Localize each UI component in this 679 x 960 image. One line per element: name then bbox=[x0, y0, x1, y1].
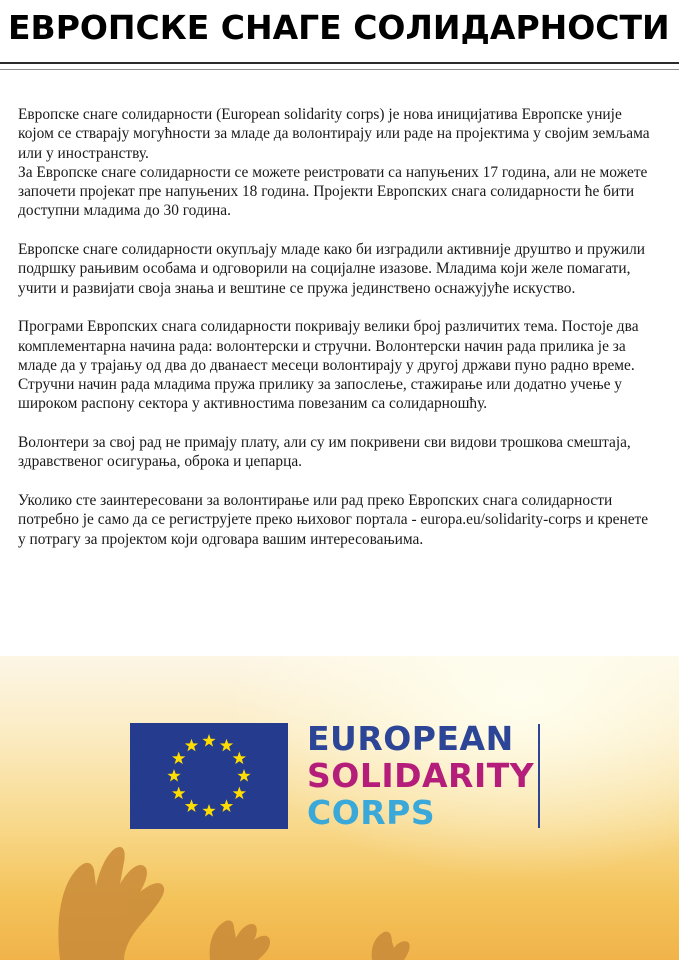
eu-flag-icon bbox=[130, 723, 288, 829]
text-line: у потрагу за пројектом који одговара вашим интересовањима. bbox=[18, 530, 424, 548]
text-line: Европске снаге солидарности окупљају младе како би изградили активније друштво и пружили bbox=[18, 241, 645, 259]
text-line: комплементарна начина рада: волонтерски и стручни. Волонтерски начин рада прилика је за bbox=[18, 337, 626, 355]
text-line: доступни младима до 30 година. bbox=[18, 202, 231, 220]
eu-star-icon bbox=[237, 769, 250, 782]
text-line: или у иностранству. bbox=[18, 144, 149, 162]
esc-logo-wordmark bbox=[307, 720, 534, 831]
text-line: Европске снаге солидарности (European solidarity corps) је нова иницијатива Европске уније bbox=[18, 106, 622, 123]
text-line: Програми Европских снага солидарности покривају велики број различитих тема. Постоје два bbox=[18, 318, 639, 336]
eu-star-icon bbox=[202, 804, 215, 817]
text-line: којом се стварају могућности за младе да волонтирају или раде на пројектима у својим земљама bbox=[18, 125, 650, 143]
footer-banner bbox=[0, 656, 679, 960]
logo-line-solidarity: SOLIDARITY bbox=[307, 756, 535, 795]
eu-star-icon bbox=[167, 769, 180, 782]
eu-star-icon bbox=[233, 787, 246, 800]
text-line: Стручни начин рада младима пружа прилику за запослење, стажирање или додатно учење у bbox=[18, 376, 623, 394]
eu-star-icon bbox=[233, 752, 246, 765]
header-rule-thin bbox=[0, 69, 679, 70]
text-line: широком распону сектора у активностима повезаним са солидарношћу. bbox=[18, 395, 488, 413]
text-line: потребно је само да се региструјете преко њиховог портала - europa.eu/solidarity-corps и кренете bbox=[18, 511, 649, 529]
text-line: започети пројекат пре напуњених 18 година. Пројекти Европских снага солидарности ће бити bbox=[18, 183, 635, 201]
text-line: За Европске снаге солидарности се можете реистровати са напуњених 17 година, али не можете bbox=[18, 163, 648, 181]
eu-star-icon bbox=[185, 799, 198, 812]
article-body bbox=[18, 105, 671, 568]
eu-star-icon bbox=[220, 799, 233, 812]
eu-star-icon bbox=[185, 739, 198, 752]
eu-stars-icon bbox=[130, 723, 288, 829]
text-line: подршку рањивим особама и одговорили на социјалне изазове. Младима који желе помагати, bbox=[18, 260, 631, 278]
logo-line-corps: CORPS bbox=[307, 793, 436, 832]
page-title: ЕВРОПСКЕ СНАГЕ СОЛИДАРНОСТИ bbox=[8, 8, 670, 47]
eu-star-icon bbox=[172, 752, 185, 765]
text-line: Уколико сте заинтересовани за волонтирање или рад преко Европских снага солидарности bbox=[18, 491, 613, 509]
text-line: здравственог осигурања, оброка и џепарца. bbox=[18, 453, 302, 471]
eu-star-icon bbox=[220, 739, 233, 752]
paragraph bbox=[18, 491, 671, 549]
eu-star-icon bbox=[172, 787, 185, 800]
paragraph bbox=[18, 105, 671, 221]
text-line: учити и развијати своја знања и вештине се пружа јединствено оснажујуће искуство. bbox=[18, 279, 576, 297]
paragraph bbox=[18, 317, 671, 413]
header bbox=[0, 0, 679, 62]
text-line: Волонтери за свој рад не примају плату, али су им покривени сви видови трошкова смештаја, bbox=[18, 434, 631, 452]
header-rule bbox=[0, 62, 679, 64]
paragraph bbox=[18, 240, 671, 298]
text-line: младе да у трајању од два до дванаест месеци волонтирају у другој држави пуно радно време. bbox=[18, 356, 635, 374]
paragraph bbox=[18, 433, 671, 472]
eu-star-icon bbox=[202, 734, 215, 747]
logo-divider bbox=[538, 724, 540, 828]
logo-line-european: EUROPEAN bbox=[307, 719, 514, 758]
